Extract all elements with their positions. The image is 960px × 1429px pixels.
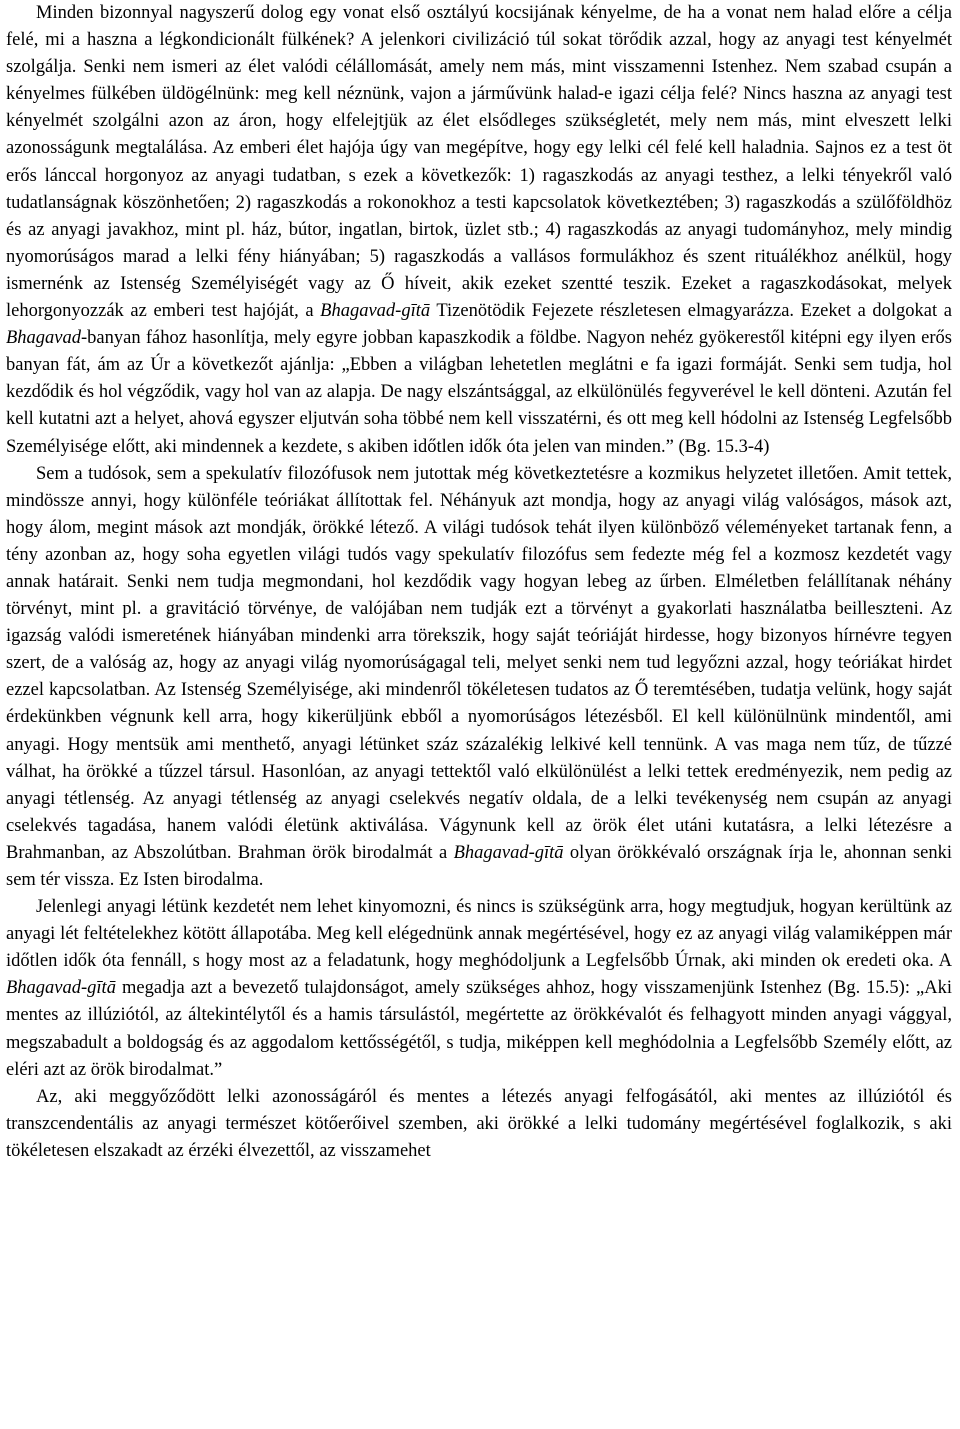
text-run: megadja azt a bevezető tulajdonságot, amely szükséges ahhoz, hogy visszamenjünk Istenhez (Bg. 15.5): „Aki mentes az illúziótól, az áltekintélytől és a hamis társulástól, megértette az örökkévalót és felhagyott minden anyagi vággyal, megszabadult a boldogság és az aggodalom kettősségétől, s tudja, miképpen kell meghódolnia a Legfelsőbb Személy előtt, az eléri azt az örök birodalmat.” <box>6 978 952 1080</box>
italic-title-bhagavad-gita: Bhagavad-gītā <box>453 842 564 863</box>
text-run: olyan örökkévaló országnak írja le, ahonnan senki sem tér vissza. Ez Isten birodalma. <box>6 842 953 890</box>
italic-title-bhagavad-gita: Bhagavad-gītā <box>320 301 431 322</box>
paragraph-3 <box>6 894 952 1084</box>
paragraph-1 <box>6 0 952 461</box>
text-run: Az, aki meggyőződött lelki azonosságáról és mentes a létezés anyagi felfogásától, aki mentes az illúziótól és transzcendentális az anyagi természet kötőerőivel szemben, aki örökké a lelki tudomány megértésével foglalkozik, s aki tökéletesen elszakadt az érzéki élvezettől, az visszamehet <box>6 1086 952 1161</box>
text-run: Tizenötödik Fejezete részletesen elmagyarázza. Ezeket a dolgokat a <box>430 301 952 322</box>
document-page <box>6 0 952 1165</box>
text-run: Minden bizonnyal nagyszerű dolog egy vonat első osztályú kocsijának kényelme, de ha a vonat nem halad előre a célja felé, mi a haszna a légkondicionált fülkének? A jelenkori civilizáció túl sokat törődik azzal, hogy az anyagi test kényelmét szolgálja. Senki nem ismeri az élet valódi célállomását, amely nem más, mint visszamenni Istenhez. Nem szabad csupán a kényelmes fülkében üldögélnünk: meg kell néznünk, vajon a járművünk halad-e igazi célja felé? Nincs haszna az anyagi test kényelmét szolgálni azon az áron, hogy elfelejtjük az élet elsődleges szükségletét, mely nem más, mint elveszett lelki azonosságunk megtalálása. Az emberi élet hajója úgy van megépítve, hogy egy lelki cél felé kell haladnia. Sajnos ez a test öt erős lánccal horgonyoz az anyagi tudatban, s ezek a következők: 1) ragaszkodás az anyagi testhez, a lelki tényekről való tudatlanságnak köszönhetően; 2) ragaszkodás a rokonokhoz a testi kapcsolatok következtében; 3) ragaszkodás a szülőföldhöz és az anyagi javakhoz, mint pl. ház, bútor, ingatlan, birtok, üzlet stb.; 4) ragaszkodás az anyagi tudományhoz, mely mindig nyomorúságos marad a lelki fény hiányában; 5) ragaszkodás a vallásos formulákhoz és szent rituálékhoz anélkül, hogy ismernénk az Istenség Személyiségét vagy az Ő híveit, akik ezeket szentté teszik. Ezeket a ragaszkodásokat, melyek lehorgonyozzák az emberi test hajóját, a <box>6 3 952 322</box>
paragraph-4 <box>6 1084 952 1165</box>
text-run: -banyan fához hasonlítja, mely egyre jobban kapaszkodik a földbe. Nagyon nehéz gyökerestől kitépni egy ilyen erős banyan fát, ám az Úr a következőt ajánlja: „Ebben a világban lehetetlen meglátni e fa igazi formáját. Senki sem tudja, hol kezdődik és hol végződik, vagy hol van az alapja. De nagy elszántsággal, az elkülönülés fegyverével le kell dönteni. Azután fel kell kutatni azt a helyet, ahová egyszer eljutván soha többé nem kell visszatérni, és ott meg kell hódolni az Istenség Legfelsőbb Személyisége előtt, aki mindennek a kezdete, s akiben időtlen idők óta jelen van minden.” (Bg. 15.3-4) <box>6 328 952 457</box>
italic-title-bhagavad-gita: Bhagavad-gītā <box>6 978 116 999</box>
italic-title-bhagavad: Bhagavad <box>6 328 82 349</box>
paragraph-2 <box>6 461 952 895</box>
text-run: Sem a tudósok, sem a spekulatív filozófusok nem jutottak még következtetésre a kozmikus helyzetet illetően. Amit tettek, mindössze annyi, hogy különféle teóriákat állítottak fel. Néhányuk azt mondja, hogy az anyagi világ valóságos, mások azt, hogy álom, megint mások azt mondják, örökké létező. A világi tudósok tehát ilyen különböző véleményeket tartanak fenn, a tény azonban az, hogy soha egyetlen világi tudós vagy spekulatív filozófus sem fedezte még fel a kozmosz kezdetét vagy annak határait. Senki nem tudja megmondani, hol kezdődik vagy hogyan lebeg az űrben. Elméletben felállítanak néhány törvényt, mint pl. a gravitáció törvénye, de valójában nem tudják ezt a törvényt a gyakorlati használatba beilleszteni. Az igazság valódi ismeretének hiányában mindenki arra törekszik, hogy saját teóriáját hirdesse, hogy bizonyos hírnévre tegyen szert, de a valóság az, hogy az anyagi világ nyomorúságagal teli, melyet senki nem tud legyőzni azzal, hogy teóriákat hirdet ezzel kapcsolatban. Az Istenség Személyisége, aki mindenről tökéletesen tudatos az Ő teremtésében, tudatja velünk, hogy saját érdekünkben végnunk kell arra, hogy kikerüljünk ebből a nyomorúságos létezésből. El kell különülnünk mindentől, ami anyagi. Hogy mentsük ami menthető, anyagi létünket száz százalékig lelkivé kell tennünk. A vas maga nem tűz, de tűzzé válhat, ha örökké a tűzzel társul. Hasonlóan, az anyagi tettektől való elkülönülést a lelki tettek eredményezik, nem pedig az anyagi tétlenség. Az anyagi tétlenség az anyagi cselekvés negatív oldala, de a lelki tevékenység nem csupán az anyagi cselekvés tagadása, hanem valódi életünk aktiválása. Vágynunk kell az örök élet utáni kutatásra, a lelki létezésre a Brahmanban, az Abszolútban. Brahman örök birodalmát a <box>6 463 952 863</box>
text-run: Jelenlegi anyagi létünk kezdetét nem lehet kinyomozni, és nincs is szükségünk arra, hogy megtudjuk, hogyan kerültünk az anyagi lét feltételekhez kötött állapotába. Meg kell elégednünk annak megértésével, hogy ez az anyagi világ valamiképpen már időtlen idők óta fennáll, s hogy most az a feladatunk, hogy meghódoljunk a Legfelsőbb Úrnak, aki minden ok eredeti oka. A <box>6 897 952 972</box>
